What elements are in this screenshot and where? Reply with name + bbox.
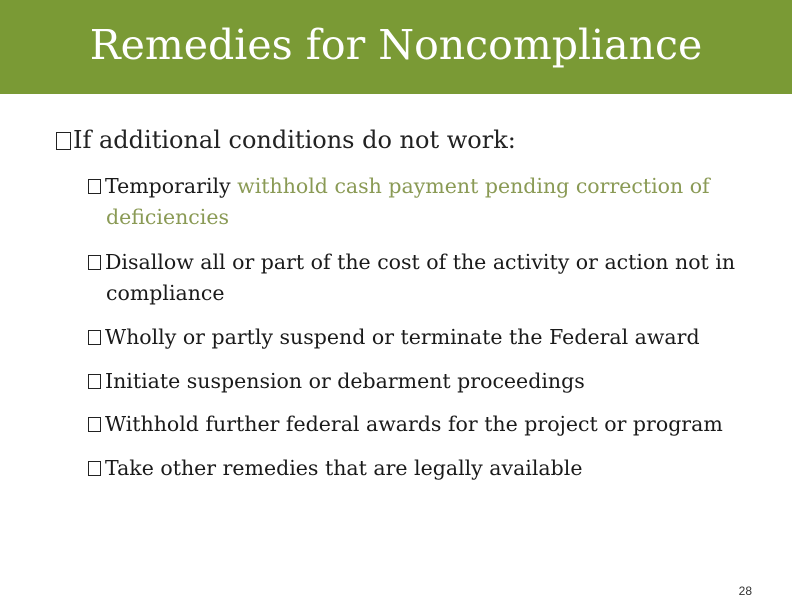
item-text-muted: withhold cash payment pending correction of <box>230 174 710 198</box>
item-text: Take other remedies that are legally available <box>105 456 583 480</box>
slide-title: Remedies for Noncompliance <box>89 21 703 69</box>
item-continuation: deficiencies <box>106 205 229 229</box>
list-item <box>88 247 748 309</box>
list-item <box>88 322 748 353</box>
heading-text: If additional conditions do not work: <box>73 126 516 154</box>
list-item <box>88 453 748 484</box>
heading-bullet <box>56 124 516 156</box>
bullet-box-icon <box>88 417 101 432</box>
list-item <box>88 409 748 440</box>
title-bar <box>0 0 792 94</box>
item-text: Initiate suspension or debarment proceedings <box>105 369 585 393</box>
bullet-box-icon <box>88 255 101 270</box>
bullet-box-icon <box>88 179 101 194</box>
item-first-word: Temporarily <box>105 174 231 198</box>
item-text: Disallow all or part of the cost of the activity or action not in <box>105 250 736 274</box>
list-item <box>88 171 748 233</box>
bullet-box-icon <box>56 132 71 150</box>
page-number: 28 <box>738 584 752 598</box>
item-continuation: compliance <box>106 281 225 305</box>
bullet-box-icon <box>88 374 101 389</box>
item-text: Withhold further federal awards for the project or program <box>105 412 723 436</box>
list-item <box>88 366 748 397</box>
bullet-box-icon <box>88 330 101 345</box>
item-text: Wholly or partly suspend or terminate the Federal award <box>105 325 700 349</box>
bullet-box-icon <box>88 461 101 476</box>
